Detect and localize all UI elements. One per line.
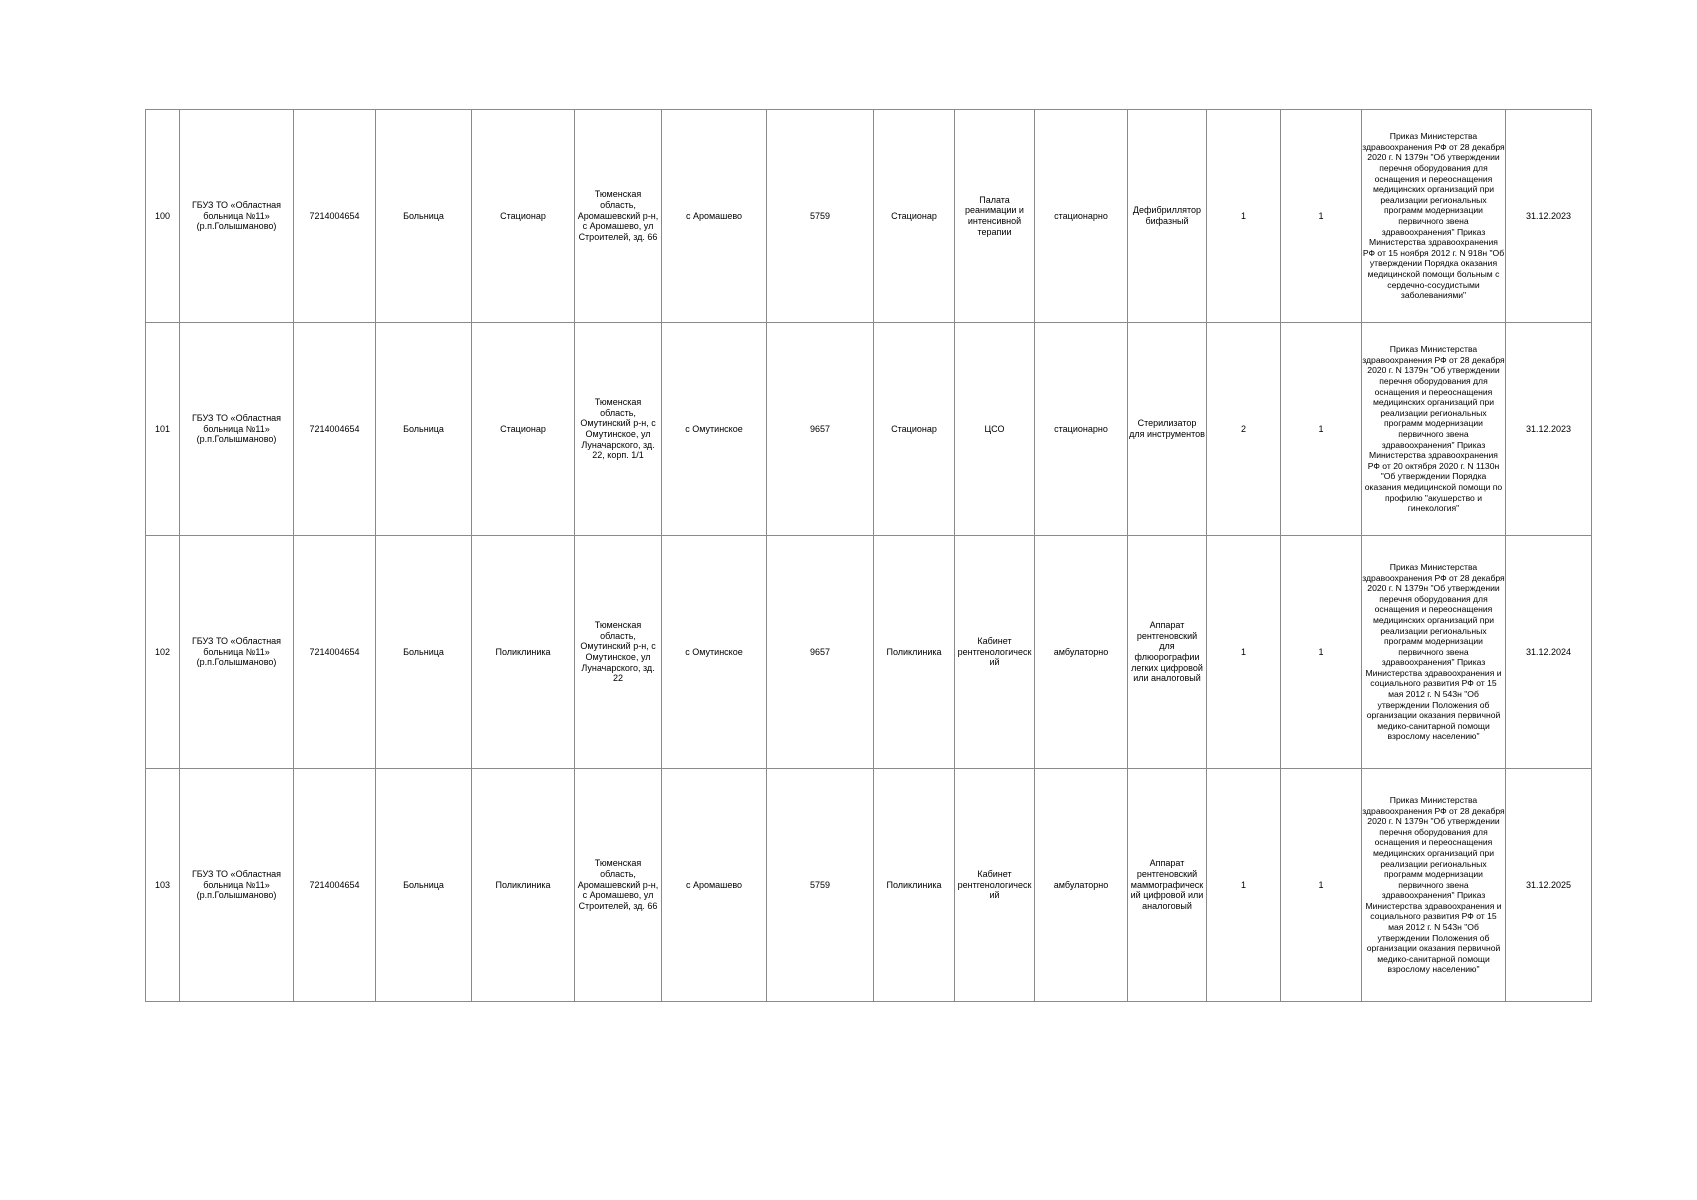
- room-cell: Кабинет рентгенологический: [955, 769, 1035, 1002]
- legal-basis-cell: Приказ Министерства здравоохранения РФ от 28 декабря 2020 г. N 1379н "Об утверждении перечня оборудования для оснащения и переоснащения медицинских организаций при реализации региональных программ модернизации первичного звена здравоохранения" Приказ Министерства здравоохранения РФ от 20 октября 2020 г. N 1130н "Об утверждении Порядка оказания медицинской помощи по профилю "акушерство и гинекология": [1362, 323, 1506, 536]
- code-cell: 9657: [767, 536, 874, 769]
- deadline-date-cell: 31.12.2023: [1506, 323, 1592, 536]
- facility-type-cell: Больница: [376, 536, 472, 769]
- unit-cell: Поликлиника: [472, 769, 575, 1002]
- legal-basis-cell: Приказ Министерства здравоохранения РФ от 28 декабря 2020 г. N 1379н "Об утверждении перечня оборудования для оснащения и переоснащения медицинских организаций при реализации региональных программ модернизации первичного звена здравоохранения" Приказ Министерства здравоохранения РФ от 15 ноября 2012 г. N 918н "Об утверждении Порядка оказания медицинской помощи больным с сердечно-сосудистыми заболеваниями": [1362, 110, 1506, 323]
- quantity-b-cell: 1: [1281, 323, 1362, 536]
- equipment-table: [145, 109, 1592, 1002]
- locality-cell: с Аромашево: [662, 110, 767, 323]
- code-cell: 9657: [767, 323, 874, 536]
- unit-cell: Стационар: [472, 323, 575, 536]
- code-cell: 5759: [767, 110, 874, 323]
- facility-type-cell: Больница: [376, 323, 472, 536]
- address-cell: Тюменская область, Аромашевский р-н, с Аромашево, ул Строителей, зд. 66: [575, 110, 662, 323]
- locality-cell: с Омутинское: [662, 323, 767, 536]
- care-mode-cell: амбулаторно: [1035, 536, 1128, 769]
- room-cell: Палата реанимации и интенсивной терапии: [955, 110, 1035, 323]
- quantity-b-cell: 1: [1281, 536, 1362, 769]
- row-number: 103: [146, 769, 180, 1002]
- division-cell: Стационар: [874, 110, 955, 323]
- equipment-cell: Аппарат рентгеновский для флюорографии легких цифровой или аналоговый: [1128, 536, 1207, 769]
- care-mode-cell: стационарно: [1035, 323, 1128, 536]
- quantity-a-cell: 1: [1207, 536, 1281, 769]
- division-cell: Поликлиника: [874, 536, 955, 769]
- deadline-date-cell: 31.12.2024: [1506, 536, 1592, 769]
- locality-cell: с Омутинское: [662, 536, 767, 769]
- address-cell: Тюменская область, Омутинский р-н, с Омутинское, ул Луначарского, зд. 22, корп. 1/1: [575, 323, 662, 536]
- deadline-date-cell: 31.12.2023: [1506, 110, 1592, 323]
- deadline-date-cell: 31.12.2025: [1506, 769, 1592, 1002]
- inn-cell: 7214004654: [294, 536, 376, 769]
- organization-cell: ГБУЗ ТО «Областная больница №11» (р.п.Голышманово): [180, 536, 294, 769]
- code-cell: 5759: [767, 769, 874, 1002]
- row-number: 100: [146, 110, 180, 323]
- quantity-a-cell: 1: [1207, 769, 1281, 1002]
- table-row: [146, 323, 1592, 536]
- inn-cell: 7214004654: [294, 110, 376, 323]
- quantity-b-cell: 1: [1281, 110, 1362, 323]
- facility-type-cell: Больница: [376, 769, 472, 1002]
- facility-type-cell: Больница: [376, 110, 472, 323]
- quantity-b-cell: 1: [1281, 769, 1362, 1002]
- unit-cell: Стационар: [472, 110, 575, 323]
- quantity-a-cell: 2: [1207, 323, 1281, 536]
- legal-basis-cell: Приказ Министерства здравоохранения РФ от 28 декабря 2020 г. N 1379н "Об утверждении перечня оборудования для оснащения и переоснащения медицинских организаций при реализации региональных программ модернизации первичного звена здравоохранения" Приказ Министерства здравоохранения и социального развития РФ от 15 мая 2012 г. N 543н "Об утверждении Положения об организации оказания первичной медико-санитарной помощи взрослому населению": [1362, 536, 1506, 769]
- address-cell: Тюменская область, Аромашевский р-н, с Аромашево, ул Строителей, зд. 66: [575, 769, 662, 1002]
- address-cell: Тюменская область, Омутинский р-н, с Омутинское, ул Луначарского, зд. 22: [575, 536, 662, 769]
- equipment-cell: Стерилизатор для инструментов: [1128, 323, 1207, 536]
- table-row: [146, 110, 1592, 323]
- equipment-cell: Дефибриллятор бифазный: [1128, 110, 1207, 323]
- inn-cell: 7214004654: [294, 769, 376, 1002]
- legal-basis-cell: Приказ Министерства здравоохранения РФ от 28 декабря 2020 г. N 1379н "Об утверждении перечня оборудования для оснащения и переоснащения медицинских организаций при реализации региональных программ модернизации первичного звена здравоохранения" Приказ Министерства здравоохранения и социального развития РФ от 15 мая 2012 г. N 543н "Об утверждении Положения об организации оказания первичной медико-санитарной помощи взрослому населению": [1362, 769, 1506, 1002]
- inn-cell: 7214004654: [294, 323, 376, 536]
- quantity-a-cell: 1: [1207, 110, 1281, 323]
- room-cell: Кабинет рентгенологический: [955, 536, 1035, 769]
- table-row: [146, 536, 1592, 769]
- row-number: 101: [146, 323, 180, 536]
- unit-cell: Поликлиника: [472, 536, 575, 769]
- organization-cell: ГБУЗ ТО «Областная больница №11» (р.п.Голышманово): [180, 110, 294, 323]
- care-mode-cell: стационарно: [1035, 110, 1128, 323]
- division-cell: Стационар: [874, 323, 955, 536]
- room-cell: ЦСО: [955, 323, 1035, 536]
- equipment-cell: Аппарат рентгеновский маммографический цифровой или аналоговый: [1128, 769, 1207, 1002]
- organization-cell: ГБУЗ ТО «Областная больница №11» (р.п.Голышманово): [180, 769, 294, 1002]
- row-number: 102: [146, 536, 180, 769]
- division-cell: Поликлиника: [874, 769, 955, 1002]
- locality-cell: с Аромашево: [662, 769, 767, 1002]
- care-mode-cell: амбулаторно: [1035, 769, 1128, 1002]
- table-row: [146, 769, 1592, 1002]
- organization-cell: ГБУЗ ТО «Областная больница №11» (р.п.Голышманово): [180, 323, 294, 536]
